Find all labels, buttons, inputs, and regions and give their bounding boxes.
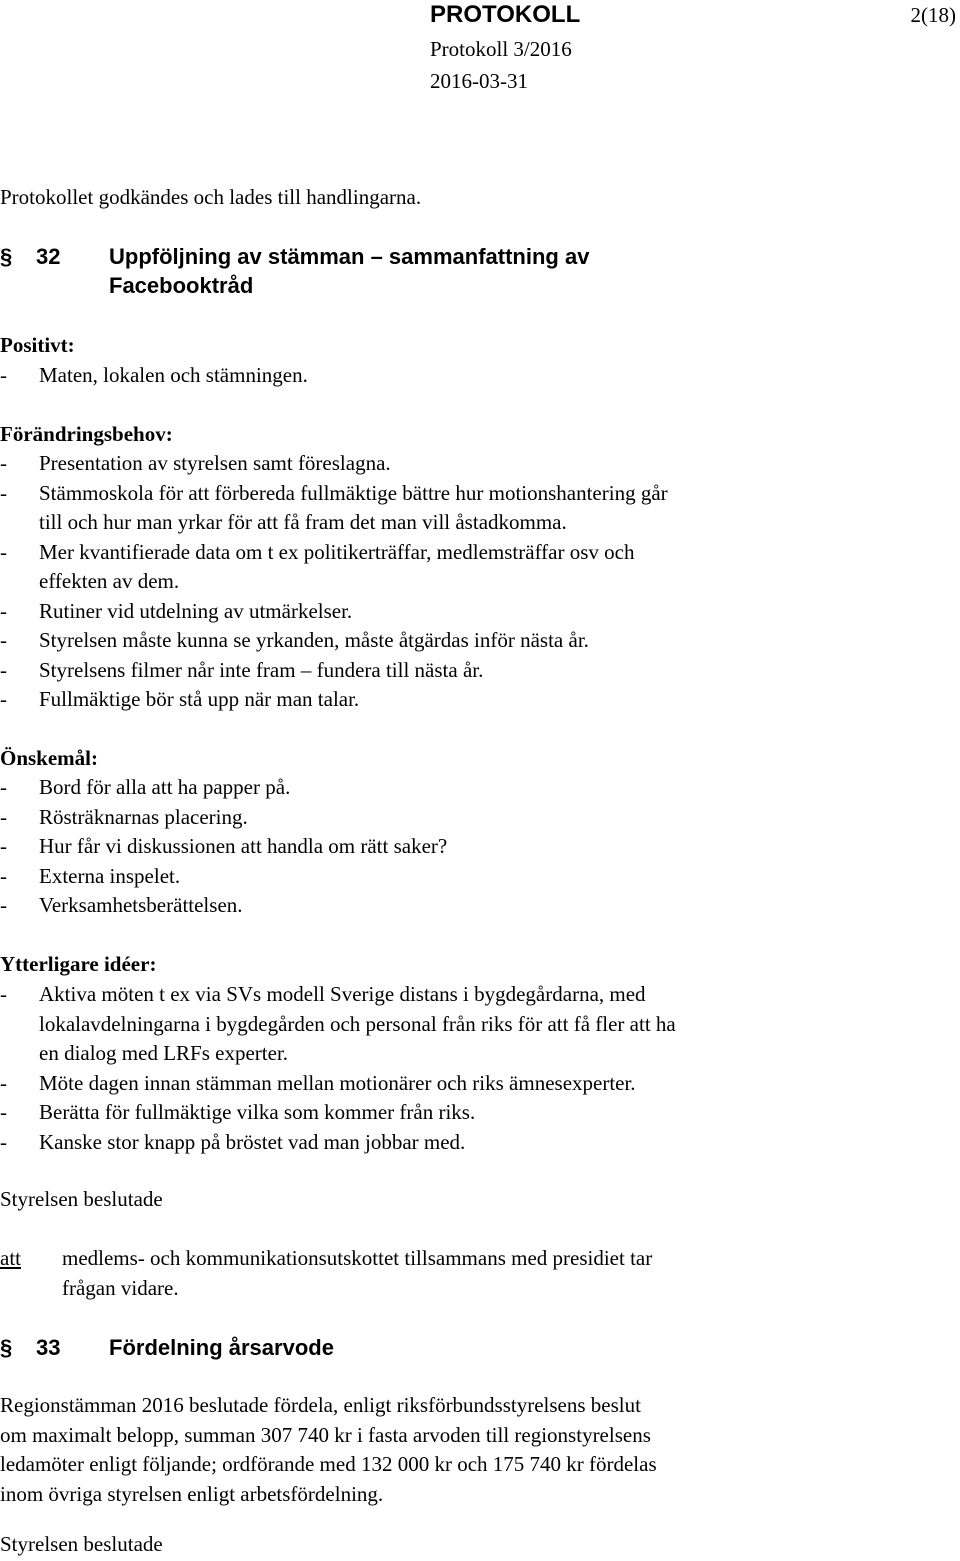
section-title: Fördelning årsarvode bbox=[109, 1335, 334, 1360]
decision-label: Styrelsen beslutade bbox=[0, 1532, 163, 1556]
wishes-label: Önskemål: bbox=[0, 746, 99, 770]
protocol-date: 2016-03-31 bbox=[430, 69, 528, 93]
intro-text: Protokollet godkändes och lades till handlingarna. bbox=[0, 185, 422, 209]
section-symbol: § bbox=[0, 244, 13, 269]
list-item: - Styrelsen måste kunna se yrkanden, måste åtgärdas inför nästa år. bbox=[0, 628, 589, 652]
list-item: - Mer kvantifierade data om t ex politikerträffar, medlemsträffar osv och effekten av dem. bbox=[0, 539, 635, 593]
att-keyword: att bbox=[0, 1246, 21, 1270]
ideas-list bbox=[0, 980, 839, 1157]
list-item: - Bord för alla att ha papper på. bbox=[0, 775, 291, 799]
section-33-heading bbox=[0, 1333, 709, 1362]
list-item: - Externa inspelet. bbox=[0, 863, 181, 888]
positive-label: Positivt: bbox=[0, 333, 75, 357]
list-item: - Möte dagen innan stämman mellan motionärer och riks ämnesexperter. bbox=[0, 1070, 636, 1095]
section-symbol: § bbox=[0, 1335, 13, 1360]
decision-label: Styrelsen beslutade bbox=[0, 1187, 163, 1211]
section-32-heading bbox=[0, 242, 709, 300]
list-item: - Berätta för fullmäktige vilka som kommer från riks. bbox=[0, 1100, 476, 1124]
list-item: - Fullmäktige bör stå upp när man talar. bbox=[0, 687, 360, 711]
list-item: - Presentation av styrelsen samt föreslagna. bbox=[0, 451, 391, 475]
list-item: - Styrelsens filmer når inte fram – fundera till nästa år. bbox=[0, 657, 484, 682]
protocol-number: Protokoll 3/2016 bbox=[430, 37, 572, 61]
list-item: - Verksamhetsberättelsen. bbox=[0, 893, 243, 917]
list-item: - Rutiner vid utdelning av utmärkelser. bbox=[0, 598, 353, 623]
list-item: - Hur får vi diskussionen att handla om rätt saker? bbox=[0, 834, 448, 858]
section-number: 32 bbox=[36, 244, 61, 269]
change-label: Förändringsbehov: bbox=[0, 422, 173, 446]
document-title: PROTOKOLL bbox=[430, 1, 581, 28]
decision-clause: att medlems- och kommunikationsutskottet tillsammans med presidiet tar frågan vidare. bbox=[0, 1244, 822, 1303]
list-item: - Maten, lokalen och stämningen. bbox=[0, 363, 308, 387]
page-number: 2(18) bbox=[910, 3, 956, 27]
section-33-paragraph: Regionstämman 2016 beslutade fördela, enligt riksförbundsstyrelsens beslut om maximalt belopp, summan 307 740 kr i fasta arvoden till regionstyrelsens ledamöter enligt följande; ordförande med 132 000 kr och 175 740 kr fördelas inom övriga styrelsen enligt arbetsfördelning. bbox=[0, 1393, 657, 1506]
list-item: - Aktiva möten t ex via SVs modell Sverige distans i bygdegårdarna, med lokalavdelningarna i bygdegården och personal från riks för att få fler att ha en dialog med LRFs experter. bbox=[0, 982, 676, 1065]
section-number: 33 bbox=[36, 1335, 61, 1360]
list-item: - Stämmoskola för att förbereda fullmäktige bättre hur motionshantering går till och hur man yrkar för att få fram det man vill åstadkomma. bbox=[0, 480, 668, 534]
section-title-line1: Uppföljning av stämman – sammanfattning av bbox=[109, 244, 590, 269]
list-item: - Kanske stor knapp på bröstet vad man jobbar med. bbox=[0, 1129, 466, 1154]
list-item: - Rösträknarnas placering. bbox=[0, 804, 248, 829]
wishes-list bbox=[0, 773, 839, 921]
ideas-label: Ytterligare idéer: bbox=[0, 952, 157, 976]
change-list bbox=[0, 449, 839, 715]
section-title-line2: Facebooktråd bbox=[109, 273, 254, 298]
